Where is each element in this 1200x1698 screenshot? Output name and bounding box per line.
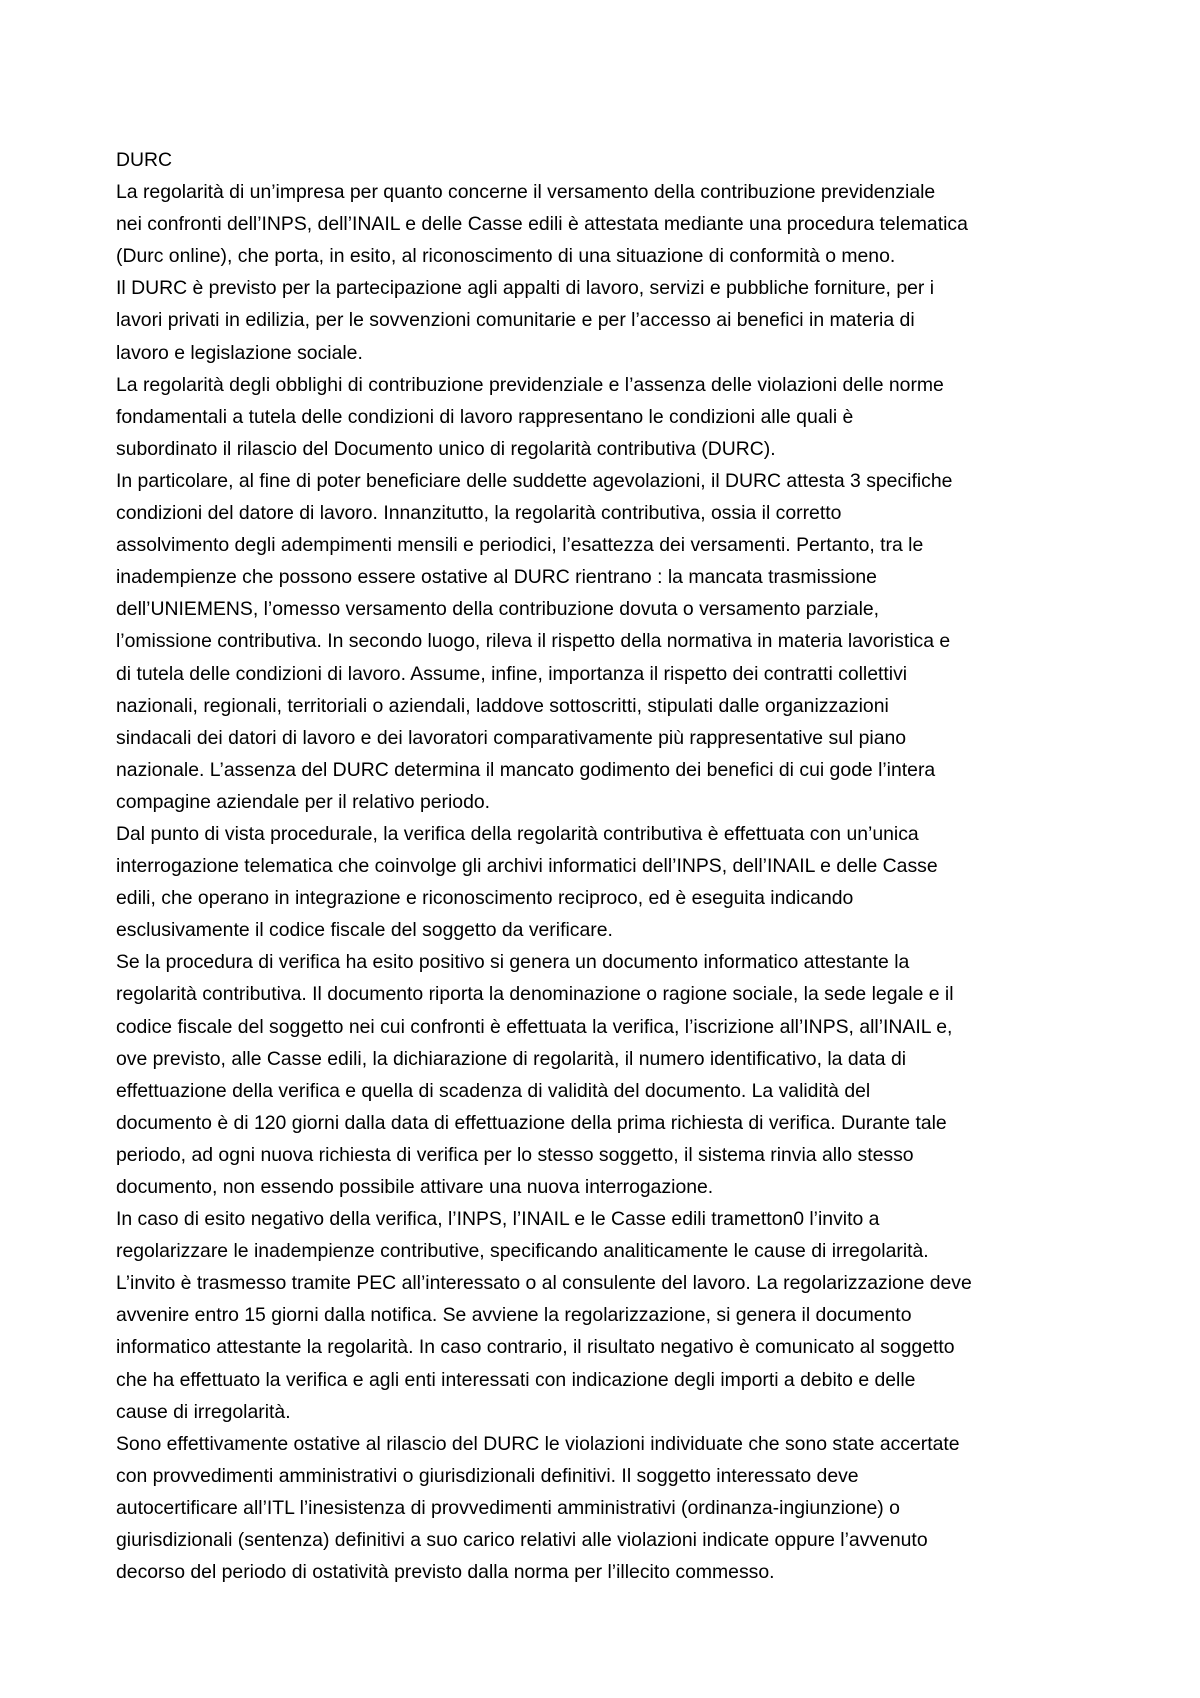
text-line: lavoro e legislazione sociale.	[116, 341, 363, 364]
text-line: subordinato il rilascio del Documento unico di regolarità contributiva (DURC).	[116, 437, 776, 460]
text-line: esclusivamente il codice fiscale del soggetto da verificare.	[116, 919, 613, 942]
text-line: Il DURC è previsto per la partecipazione agli appalti di lavoro, servizi e pubbliche forniture, per i	[116, 277, 935, 300]
text-line: di tutela delle condizioni di lavoro. Assume, infine, importanza il rispetto dei contratti collettivi	[116, 662, 908, 685]
text-line: regolarità contributiva. Il documento riporta la denominazione o ragione sociale, la sede legale e il	[116, 983, 954, 1006]
text-line: nei confronti dell’INPS, dell’INAIL e delle Casse edili è attestata mediante una procedura telematica	[116, 213, 968, 236]
text-line: documento è di 120 giorni dalla data di effettuazione della prima richiesta di verifica. Durante tale	[116, 1111, 947, 1134]
text-line: giurisdizionali (sentenza) definitivi a suo carico relativi alle violazioni indicate oppure l’avvenuto	[116, 1529, 928, 1552]
text-line: Dal punto di vista procedurale, la verifica della regolarità contributiva è effettuata con un’unica	[116, 822, 919, 845]
text-line: autocertificare all’ITL l’inesistenza di provvedimenti amministrativi (ordinanza-ingiunzione) o	[116, 1496, 900, 1519]
text-line: Sono effettivamente ostative al rilascio del DURC le violazioni individuate che sono state accertate	[116, 1432, 960, 1455]
text-line: (Durc online), che porta, in esito, al riconoscimento di una situazione di conformità o meno.	[116, 245, 896, 268]
text-line: cause di irregolarità.	[116, 1400, 291, 1423]
text-line: periodo, ad ogni nuova richiesta di verifica per lo stesso soggetto, il sistema rinvia allo stesso	[116, 1143, 914, 1166]
text-line: documento, non essendo possibile attivare una nuova interrogazione.	[116, 1176, 714, 1198]
text-line: La regolarità di un’impresa per quanto concerne il versamento della contribuzione previdenziale	[116, 181, 936, 204]
text-line: edili, che operano in integrazione e riconoscimento reciproco, ed è eseguita indicando	[116, 887, 854, 910]
text-line: Se la procedura di verifica ha esito positivo si genera un documento informatico attestante la	[116, 951, 910, 974]
text-line: In particolare, al fine di poter beneficiare delle suddette agevolazioni, il DURC attesta 3 specifiche	[116, 469, 953, 492]
text-line: che ha effettuato la verifica e agli enti interessati con indicazione degli importi a debito e delle	[116, 1368, 916, 1391]
text-line: sindacali dei datori di lavoro e dei lavoratori comparativamente più rappresentative sul piano	[116, 726, 907, 749]
text-line: lavori privati in edilizia, per le sovvenzioni comunitarie e per l’accesso ai benefici in materia di	[116, 309, 915, 332]
text-line: fondamentali a tutela delle condizioni di lavoro rappresentano le condizioni alle quali è	[116, 405, 854, 428]
text-line: codice fiscale del soggetto nei cui confronti è effettuata la verifica, l’iscrizione all’INPS, all’INAIL e,	[116, 1015, 953, 1038]
text-line: nazionali, regionali, territoriali o aziendali, laddove sottoscritti, stipulati dalle organizzazioni	[116, 694, 889, 717]
text-line: nazionale. L’assenza del DURC determina il mancato godimento dei benefici di cui gode l’intera	[116, 758, 936, 781]
text-line: interrogazione telematica che coinvolge gli archivi informatici dell’INPS, dell’INAIL e delle Casse	[116, 855, 938, 878]
text-line: effettuazione della verifica e quella di scadenza di validità del documento. La validità del	[116, 1079, 871, 1102]
document-body	[116, 144, 1096, 1588]
text-line: compagine aziendale per il relativo periodo.	[116, 790, 491, 813]
text-line: inadempienze che possono essere ostative al DURC rientrano : la mancata trasmissione	[116, 566, 877, 589]
text-line: decorso del periodo di ostatività previsto dalla norma per l’illecito commesso.	[116, 1561, 775, 1584]
document-text	[116, 176, 1096, 1588]
text-line: con provvedimenti amministrativi o giurisdizionali definitivi. Il soggetto interessato deve	[116, 1464, 859, 1487]
text-line: regolarizzare le inadempienze contributive, specificando analiticamente le cause di irregolarità.	[116, 1240, 929, 1263]
text-line: dell’UNIEMENS, l’omesso versamento della contribuzione dovuta o versamento parziale,	[116, 598, 880, 621]
text-line: condizioni del datore di lavoro. Innanzitutto, la regolarità contributiva, ossia il corretto	[116, 502, 842, 525]
text-line: ove previsto, alle Casse edili, la dichiarazione di regolarità, il numero identificativo, la data di	[116, 1047, 907, 1070]
text-line: avvenire entro 15 giorni dalla notifica. Se avviene la regolarizzazione, si genera il documento	[116, 1304, 912, 1327]
text-line: L’invito è trasmesso tramite PEC all’interessato o al consulente del lavoro. La regolarizzazione deve	[116, 1272, 972, 1295]
document-title: DURC	[116, 149, 173, 171]
text-line: informatico attestante la regolarità. In caso contrario, il risultato negativo è comunicato al soggetto	[116, 1336, 955, 1359]
text-line: assolvimento degli adempimenti mensili e periodici, l’esattezza dei versamenti. Pertanto, tra le	[116, 534, 924, 557]
text-line: La regolarità degli obblighi di contribuzione previdenziale e l’assenza delle violazioni delle norme	[116, 373, 944, 396]
text-line: In caso di esito negativo della verifica, l’INPS, l’INAIL e le Casse edili trametton0 l’invito a	[116, 1208, 880, 1231]
text-line: l’omissione contributiva. In secondo luogo, rileva il rispetto della normativa in materia lavoristica e	[116, 630, 951, 653]
